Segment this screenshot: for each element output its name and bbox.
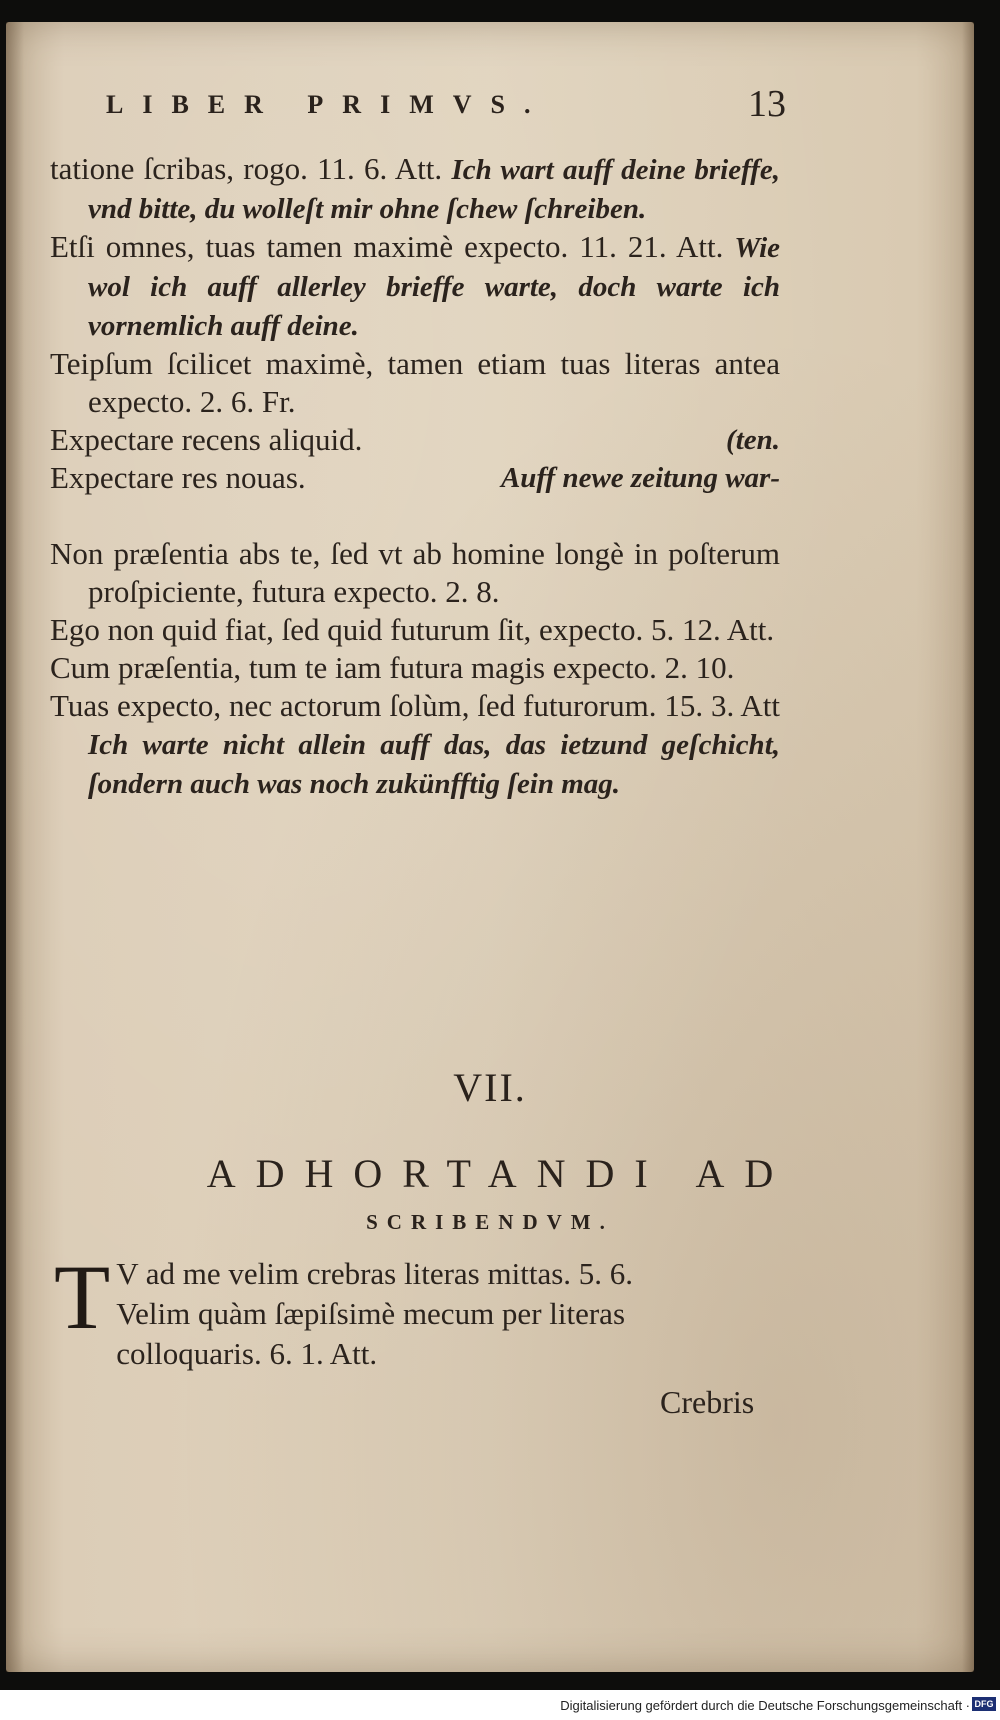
- entry-gloss-right: (ten.: [726, 424, 780, 456]
- drop-cap: T: [54, 1246, 111, 1348]
- paragraph-line-1: V ad me velim crebras literas mittas. 5. 6.: [116, 1256, 634, 1291]
- entry-latin: Ego non quid fiat, ſed quid futurum ſit, expecto. 5. 12. Att.: [50, 612, 775, 647]
- dfg-logo-icon: DFG: [972, 1697, 996, 1711]
- entry-latin: Tuas expecto, nec actorum ſolùm, ſed futurorum. 15. 3. Att: [50, 688, 780, 723]
- entries-list: [50, 150, 780, 803]
- catchword: Crebris: [660, 1384, 755, 1420]
- running-head-title: LIBER PRIMVS.: [106, 90, 550, 119]
- page-number: 13: [748, 83, 786, 125]
- entry-5: [50, 459, 780, 497]
- page-gutter-shadow: [6, 22, 24, 1672]
- entry-8: [50, 649, 780, 687]
- entry-gloss-inline: Ich wart: [451, 154, 554, 186]
- entry-2: [50, 228, 780, 345]
- section-title: ADHORTANDI AD: [206, 1151, 794, 1196]
- paragraph-line-3: colloquaris. 6. 1. Att.: [116, 1336, 378, 1371]
- entry-gloss: Wie wol ich auff allerley brieffe warte, doch warte ich vornemlich auff deine.: [88, 232, 781, 342]
- funding-credit: Digitalisierung gefördert durch die Deutsche Forschungsgemeinschaft ·: [560, 1698, 970, 1713]
- section-subtitle: SCRIBENDVM.: [366, 1210, 614, 1234]
- paragraph-line-2: Velim quàm ſæpiſsimè mecum per literas: [116, 1296, 626, 1331]
- entry-4: [50, 421, 780, 459]
- entry-1: [50, 150, 780, 228]
- entry-3: [50, 345, 780, 421]
- entry-latin: Teipſum ſcilicet maximè, tamen etiam tuas literas antea expecto. 2. 6. Fr.: [50, 346, 780, 419]
- entry-latin: tatione ſcribas, rogo. 11. 6. Att.: [50, 151, 443, 186]
- entry-7: [50, 611, 780, 649]
- entry-gloss: Auff newe zeitung war-: [500, 462, 780, 494]
- entry-latin: Non præſentia abs te, ſed vt ab homine longè in poſterum proſpiciente, futura expecto. 2. 8.: [50, 536, 780, 609]
- entry-gloss: auff deine brieffe, vnd bitte, du wolleſt mir ohne ſchew ſchreiben.: [88, 154, 780, 225]
- entry-6: [50, 535, 780, 611]
- entry-latin: Etſi omnes, tuas tamen maximè expecto. 11. 21. Att.: [50, 229, 724, 264]
- section-number: VII.: [453, 1065, 527, 1110]
- running-head: [106, 82, 786, 132]
- entry-latin: Expectare recens aliquid.: [50, 422, 363, 457]
- page-edge-shadow: [962, 22, 974, 1672]
- entry-9: [50, 687, 780, 803]
- line-gap: [50, 497, 780, 535]
- book-page: [6, 22, 974, 1672]
- entry-latin: Expectare res nouas.: [50, 460, 306, 495]
- entry-latin: Cum præſentia, tum te iam futura magis expecto. 2. 10.: [50, 650, 735, 685]
- entry-gloss: Ich warte nicht allein auff das, das ietzund geſchicht, ſondern auch was noch zukünfftig ſein mag.: [88, 729, 780, 800]
- opening-paragraph: [50, 1246, 780, 1374]
- digitization-footer: [0, 1690, 1000, 1720]
